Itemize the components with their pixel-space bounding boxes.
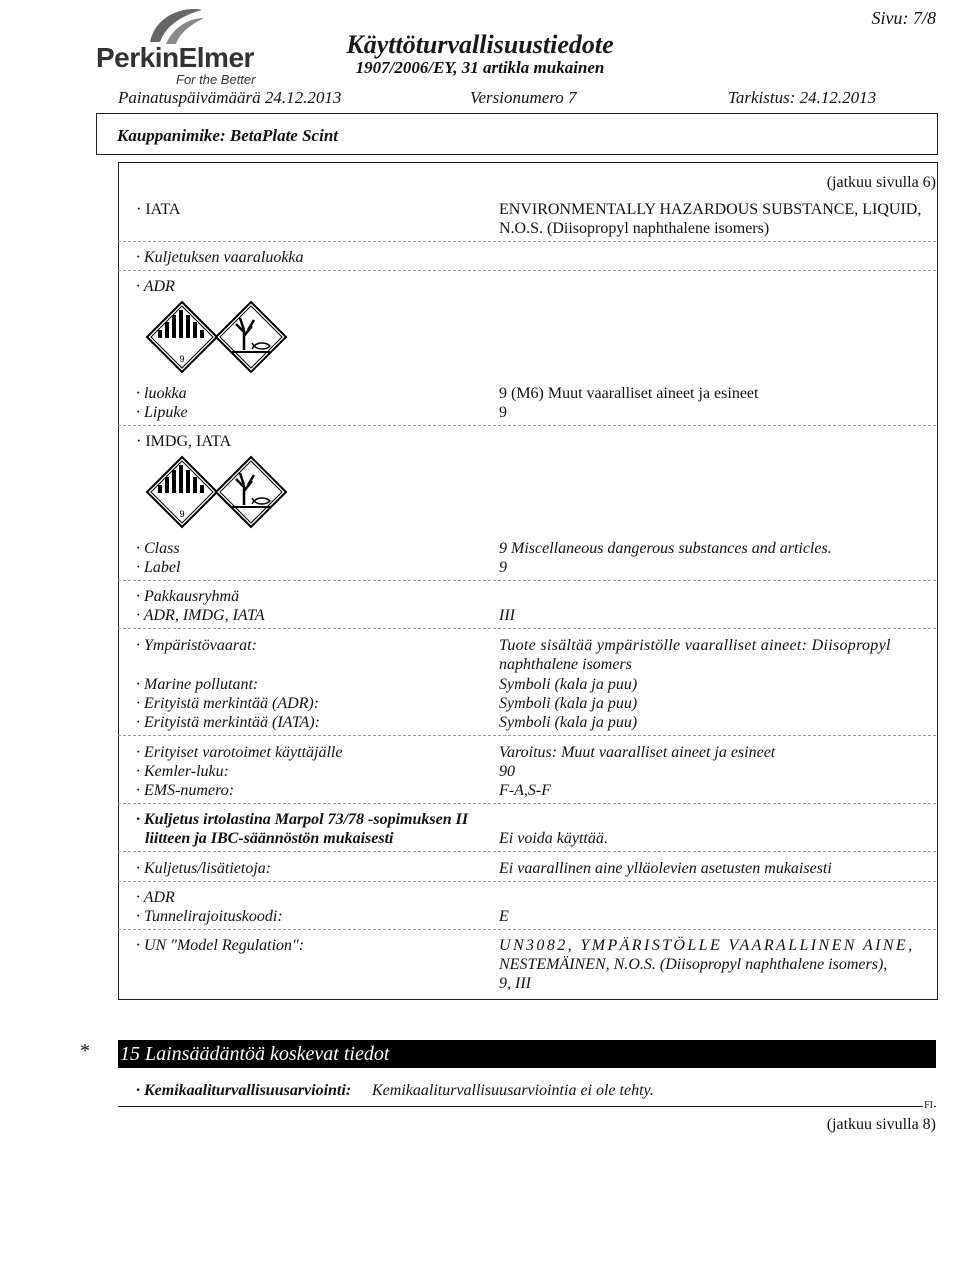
class-9-hazard-icon	[145, 300, 219, 374]
divider	[118, 851, 936, 852]
divider	[118, 425, 936, 426]
kemler-label: · Kemler-luku:	[136, 763, 229, 780]
user-precautions-value: Varoitus: Muut vaaralliset aineet ja esineet	[499, 744, 776, 761]
transport-info-label: · Kuljetus/lisätietoja:	[136, 860, 272, 877]
diamond-number: 9	[179, 354, 185, 364]
special-marking-iata-value: Symboli (kala ja puu)	[499, 714, 638, 731]
environment-hazard-icon	[214, 455, 288, 529]
kemler-value: 90	[499, 763, 515, 780]
packing-group-value: III	[499, 607, 515, 624]
class-fi-value: 9 (M6) Muut vaaralliset aineet ja esineet	[499, 385, 759, 402]
divider	[118, 735, 936, 736]
divider	[118, 881, 936, 882]
divider	[118, 580, 936, 581]
transport-info-value: Ei vaarallinen aine ylläolevien asetusten mukaisesti	[499, 860, 832, 877]
label-fi-value: 9	[499, 404, 507, 421]
transport-class-label: · Kuljetuksen vaaraluokka	[136, 249, 304, 266]
divider	[118, 270, 936, 271]
chemical-safety-assessment-value: Kemikaaliturvallisuusarviointia ei ole tehty.	[372, 1082, 654, 1099]
document-title: Käyttöturvallisuustiedote	[346, 30, 614, 59]
special-marking-iata-label: · Erityistä merkintää (IATA):	[136, 714, 320, 731]
imdg-iata-label: · IMDG, IATA	[136, 433, 232, 450]
un-model-regulation-value-3: 9, III	[499, 975, 531, 992]
logo-name: PerkinElmer	[96, 42, 254, 73]
chemical-safety-assessment-label: · Kemikaaliturvallisuusarviointi:	[136, 1082, 352, 1099]
class-fi-label: · luokka	[136, 385, 187, 402]
env-hazards-value-1: Tuote sisältää ympäristölle vaaralliset aineet: Diisopropyl	[499, 637, 891, 654]
trade-name: Kauppanimike: BetaPlate Scint	[117, 126, 339, 145]
divider	[118, 929, 936, 930]
label-en-value: 9	[499, 559, 507, 576]
un-model-regulation-label: · UN "Model Regulation":	[136, 937, 305, 954]
marpol-label-1: · Kuljetus irtolastina Marpol 73/78 -sopimuksen II	[136, 811, 469, 828]
trade-name-box	[96, 113, 938, 155]
divider	[118, 803, 936, 804]
class-en-label: · Class	[136, 540, 180, 557]
environment-hazard-icon	[214, 300, 288, 374]
revision-marker: *	[80, 1040, 90, 1062]
label-en-label: · Label	[136, 559, 181, 576]
logo-tagline: For the Better	[176, 72, 256, 87]
adr-imdg-iata-label: · ADR, IMDG, IATA	[136, 607, 265, 624]
user-precautions-label: · Erityiset varotoimet käyttäjälle	[136, 744, 343, 761]
continued-to: (jatkuu sivulla 8)	[826, 1116, 936, 1133]
revision-date: Tarkistus: 24.12.2013	[728, 88, 877, 107]
language-code: FI	[924, 1100, 933, 1111]
tunnel-code-value: E	[499, 908, 509, 925]
iata-value-1: ENVIRONMENTALLY HAZARDOUS SUBSTANCE, LIQUID,	[499, 201, 922, 218]
document-subtitle: 1907/2006/EY, 31 artikla mukainen	[355, 58, 605, 77]
special-marking-adr-label: · Erityistä merkintää (ADR):	[136, 695, 320, 712]
marpol-label-2: liitteen ja IBC-säännöstön mukaisesti	[145, 830, 394, 847]
diamond-number: 9	[179, 509, 185, 519]
adr-label: · ADR	[136, 278, 175, 295]
version-number: Versionumero 7	[470, 88, 577, 107]
page-number: Sivu: 7/8	[871, 8, 936, 28]
class-en-value: 9 Miscellaneous dangerous substances and articles.	[499, 540, 832, 557]
special-marking-adr-value: Symboli (kala ja puu)	[499, 695, 638, 712]
env-hazards-value-2: naphthalene isomers	[499, 656, 632, 673]
ems-label: · EMS-numero:	[136, 782, 235, 799]
adr2-label: · ADR	[136, 889, 175, 906]
env-hazards-label: · Ympäristövaarat:	[136, 637, 257, 654]
label-fi-label: · Lipuke	[136, 404, 188, 421]
section-15-heading: 15 Lainsäädäntöä koskevat tiedot	[118, 1040, 936, 1068]
marine-pollutant-value: Symboli (kala ja puu)	[499, 676, 638, 693]
un-model-regulation-value-1: UN3082, YMPÄRISTÖLLE VAARALLINEN AINE,	[499, 937, 915, 954]
un-model-regulation-value-2: NESTEMÄINEN, N.O.S. (Diisopropyl naphthalene isomers),	[499, 956, 888, 973]
print-date: Painatuspäivämäärä 24.12.2013	[118, 88, 342, 107]
marine-pollutant-label: · Marine pollutant:	[136, 676, 259, 693]
divider	[118, 241, 936, 242]
continued-from: (jatkuu sivulla 6)	[826, 174, 936, 191]
divider	[118, 628, 936, 629]
marpol-value: Ei voida käyttää.	[499, 830, 608, 847]
class-9-hazard-icon	[145, 455, 219, 529]
iata-label: · IATA	[136, 201, 181, 218]
iata-value-2: N.O.S. (Diisopropyl naphthalene isomers)	[499, 220, 770, 237]
footer-line	[118, 1106, 936, 1107]
ems-value: F-A,S-F	[499, 782, 551, 799]
packing-group-label: · Pakkausryhmä	[136, 588, 240, 605]
tunnel-code-label: · Tunnelirajoituskoodi:	[136, 908, 283, 925]
